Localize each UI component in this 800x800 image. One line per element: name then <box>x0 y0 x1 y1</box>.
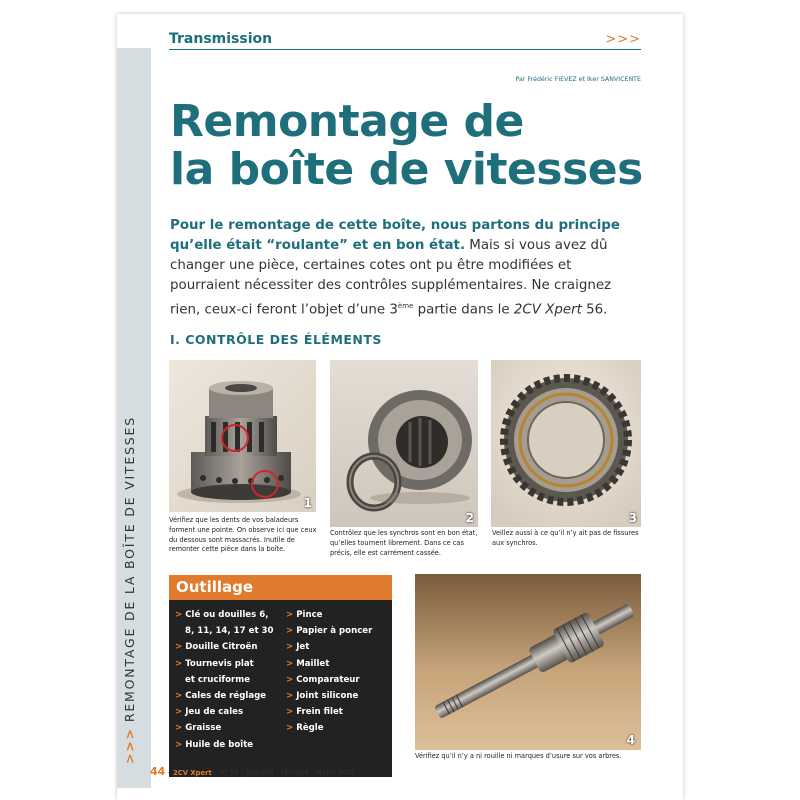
tool-item <box>286 623 372 639</box>
chevron-right-icon: > <box>175 707 183 718</box>
chevron-right-icon: > <box>175 691 183 702</box>
tool-label: Jet <box>296 642 310 653</box>
tool-item <box>286 607 372 623</box>
photo-2-number: 2 <box>465 511 474 525</box>
tool-item <box>175 656 274 672</box>
tool-label: Règle <box>296 723 324 734</box>
page-footer: 44 – 2CV Xpert – N° 55 – JANVIER - FÉVRIER - MARS 2021 <box>150 765 355 778</box>
tool-item <box>175 704 274 720</box>
tool-label: Graisse <box>185 723 222 734</box>
title-line-2: la boîte de vitesses <box>170 144 643 195</box>
section-header <box>169 31 641 50</box>
tools-title: Outillage <box>169 575 392 600</box>
tool-label: Cales de réglage <box>185 691 267 702</box>
magazine-page <box>117 14 683 800</box>
tool-label: Huile de boîte <box>185 739 254 750</box>
tool-label: Clé ou douilles 6, <box>185 610 269 620</box>
tools-list-right <box>286 607 372 737</box>
photo-3-number: 3 <box>628 511 637 525</box>
chevron-right-icon: > <box>175 642 183 653</box>
tool-item <box>286 704 372 720</box>
lead-body-3: 56. <box>581 302 608 318</box>
tool-label: Maillet <box>296 658 330 669</box>
tool-label: Joint silicone <box>296 691 359 702</box>
section-title: Transmission <box>169 31 273 47</box>
byline: Par Frédéric FIEVEZ et Iker SANVICENTE <box>515 76 641 83</box>
tools-list-left <box>175 607 274 753</box>
sidebar-arrows: >>> <box>122 727 137 764</box>
title-line-1: Remontage de <box>170 96 524 147</box>
tool-item <box>175 639 274 655</box>
page-number: 44 <box>150 765 166 778</box>
photo-2-caption: Contrôlez que les synchros sont en bon état, qu’elles tournent librement. Dans ce cas précis, elle est carrément cassée. <box>330 529 478 557</box>
tool-label: et cruciforme <box>185 674 251 685</box>
tool-label: Papier à poncer <box>296 626 373 637</box>
tool-label: Douille Citroën <box>185 642 258 653</box>
section-arrows: >>> <box>605 32 641 47</box>
footer-issue: N° 55 – JANVIER - FÉVRIER - MARS 2021 <box>219 769 355 777</box>
chevron-right-icon: > <box>286 674 294 685</box>
photo-3 <box>491 360 641 527</box>
chevron-right-icon: > <box>286 723 294 734</box>
lead-body-2: partie dans le <box>413 302 514 318</box>
sidebar-label: REMONTAGE DE LA BOÎTE DE VITESSES <box>122 416 137 723</box>
tool-item <box>175 672 274 688</box>
chevron-right-icon: > <box>286 691 294 702</box>
chevron-right-icon: > <box>286 626 294 637</box>
photo-1-caption: Vérifiez que les dents de vos baladeurs forment une pointe. On observe ici que ceux du dessous sont massacrés. Inutile de remonter cette pièce dans la boîte. <box>169 516 317 554</box>
tool-label: Comparateur <box>296 674 360 685</box>
tool-item <box>175 688 274 704</box>
photo-1-number: 1 <box>303 496 312 510</box>
tool-label: 8, 11, 14, 17 et 30 <box>185 626 274 637</box>
tool-item <box>175 607 274 623</box>
photo-4-caption: Vérifiez qu’il n’y a ni rouille ni marques d’usure sur vos arbres. <box>415 752 622 760</box>
lead-paragraph <box>170 216 643 320</box>
lead-magazine: 2CV Xpert <box>513 302 582 318</box>
tool-label: Tournevis plat <box>185 658 254 669</box>
tool-item <box>175 623 274 639</box>
photo-4-number: 4 <box>626 733 635 747</box>
chevron-right-icon: > <box>175 723 183 734</box>
chevron-right-icon: > <box>286 658 294 669</box>
photo-1 <box>169 360 316 512</box>
tools-box <box>169 575 392 777</box>
photo-4 <box>415 574 641 750</box>
tool-item <box>286 688 372 704</box>
lead-strong: Pour le remontage de cette boîte, nous partons du principe qu’elle était “roulante” et en bon état. <box>170 218 620 253</box>
tool-item <box>286 720 372 736</box>
photo-2 <box>330 360 478 527</box>
chevron-right-icon: > <box>175 739 183 750</box>
tool-item <box>286 656 372 672</box>
sidebar-title <box>122 74 137 764</box>
lead-superscript: ème <box>397 302 414 310</box>
tool-item <box>286 639 372 655</box>
subheading: I. CONTRÔLE DES ÉLÉMENTS <box>170 332 382 347</box>
chevron-right-icon: > <box>286 610 294 620</box>
chevron-right-icon: > <box>175 658 183 669</box>
footer-magazine: 2CV Xpert <box>173 769 212 777</box>
tool-label: Jeu de cales <box>185 707 244 718</box>
chevron-right-icon: > <box>286 642 294 653</box>
tool-item <box>175 737 274 753</box>
tool-item <box>286 672 372 688</box>
tool-item <box>175 720 274 736</box>
sidebar <box>117 48 151 788</box>
tool-label: Frein filet <box>296 707 343 718</box>
chevron-right-icon: > <box>175 610 183 620</box>
tool-label: Pince <box>296 610 323 620</box>
lead-body: Mais si vous avez dû changer une pièce, certaines cotes ont pu être modifiées et pourraient nécessiter des contrôles supplémentaires. Ne craignez rien, ceux-ci feront l’objet d’une 3 <box>170 238 612 318</box>
photo-3-caption: Veillez aussi à ce qu’il n’y ait pas de fissures aux synchros. <box>492 529 639 547</box>
chevron-right-icon: > <box>286 707 294 718</box>
article-title <box>170 98 670 194</box>
